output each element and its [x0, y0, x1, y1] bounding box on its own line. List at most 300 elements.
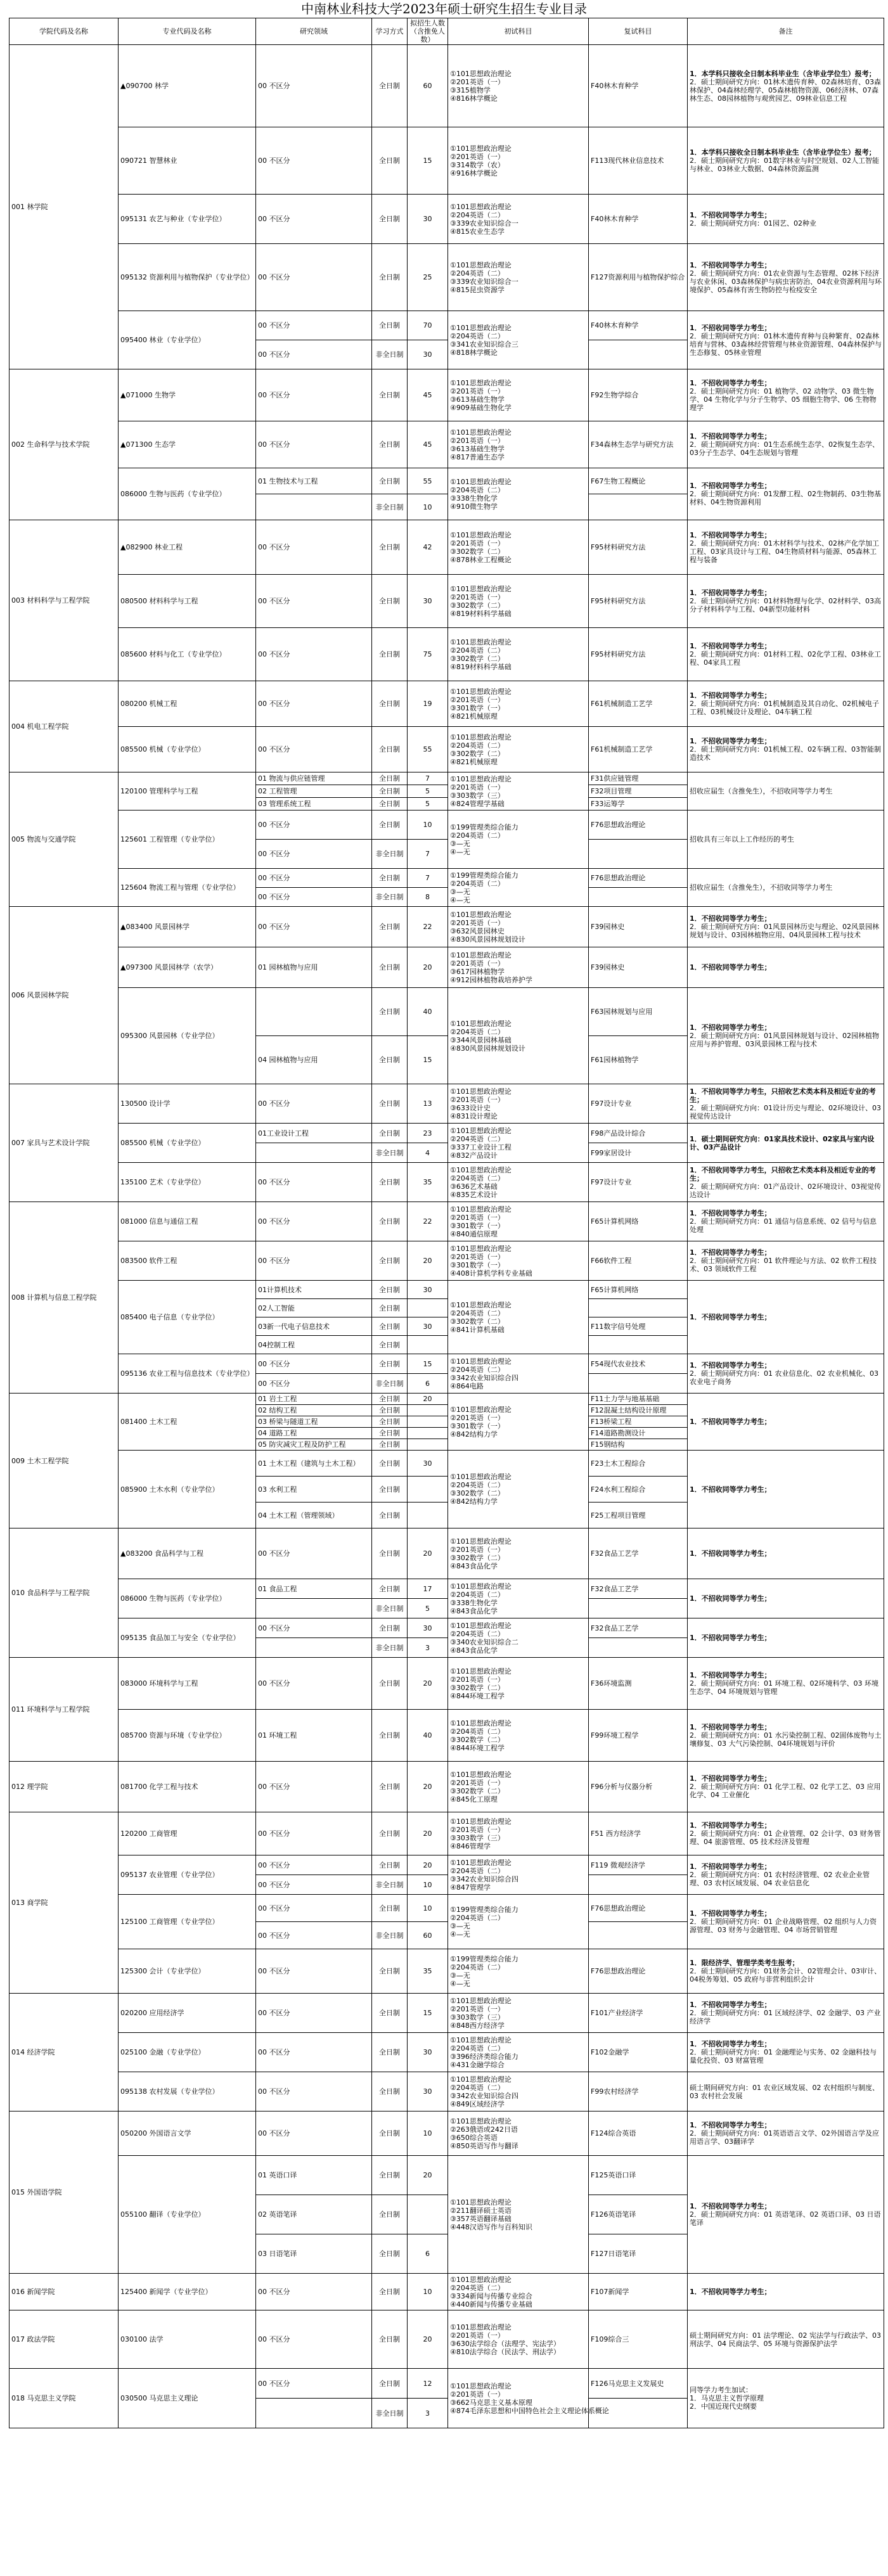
study-mode: 全日制: [372, 1317, 408, 1336]
note-line: 1．本学科只接收全日制本科毕业生（含毕业学位生）报考；: [690, 148, 876, 157]
study-mode: 全日制: [372, 1416, 408, 1428]
remarks: [688, 628, 884, 681]
enrollment-count: 10: [408, 811, 448, 840]
exam-subject: ①101思想政治理论: [450, 1087, 512, 1096]
exam-subject: ②201英语（一）: [450, 1213, 505, 1222]
major-name: 085400 电子信息（专业学位）: [119, 1281, 256, 1354]
exam-subject: ③302数学（二）: [450, 1489, 505, 1497]
note-line: 1．不招收同等学力考生；: [690, 2040, 771, 2048]
exam-subject: ④815农业生态学: [450, 227, 505, 236]
exam-subject: ②201英语（一）: [450, 1545, 505, 1554]
table-row: [10, 195, 884, 244]
research-field: 00 不区分: [256, 681, 372, 727]
exam-subjects: [448, 127, 589, 195]
retest-subject: F126英语笔译: [589, 2195, 688, 2234]
retest-subject: F101产业经济学: [589, 1994, 688, 2033]
exam-subject: ③632风景园林史: [450, 926, 505, 935]
note-line: 2．硕士期间研究方向：01材料物理与化学、02材料学、03高分子材料科学与工程、04新型功能材料: [690, 597, 881, 613]
enrollment-count: 20: [408, 1528, 448, 1579]
major-name: 085600 材料与化工（专业学位）: [119, 628, 256, 681]
exam-subject: ①101思想政治理论: [450, 1126, 512, 1135]
column-header: 复试科目: [589, 18, 688, 45]
study-mode: 全日制: [372, 785, 408, 798]
exam-subjects: [448, 369, 589, 421]
major-name: 135100 艺术（专业学位）: [119, 1163, 256, 1202]
note-line: 1．不招收同等学力考生；: [690, 1723, 771, 1731]
exam-subject: ②201英语（一）: [450, 2390, 505, 2399]
note-line: 硕士期间研究方向：01 农业区域发展、02 农村组织与制度、03 农村社会发展: [690, 2083, 879, 2100]
exam-subject: ③302数学（二）: [450, 547, 505, 556]
note-line: 1．不招收同等学力考生；: [690, 2121, 771, 2129]
exam-subjects: [448, 2111, 589, 2156]
exam-subject: ④824管理学基础: [450, 799, 505, 808]
note-line: 2．硕士期间研究方向：01机械工程、02车辆工程、03智能制造技术: [690, 745, 881, 762]
exam-subject: ③613基础生物学: [450, 444, 505, 453]
research-field: 00 不区分: [256, 127, 372, 195]
research-field: [256, 1143, 372, 1163]
exam-subject: ①101思想政治理论: [450, 1996, 512, 2005]
study-mode: 非全日制: [372, 1875, 408, 1895]
retest-subject: [589, 340, 688, 369]
table-row: [10, 2072, 884, 2111]
exam-subject: ③337工业设计工程: [450, 1143, 512, 1151]
exam-subject: ③340农业知识综合二: [450, 1637, 518, 1646]
exam-subject: ④878林业工程概论: [450, 555, 512, 564]
retest-subject: [589, 1875, 688, 1895]
exam-subject: ①101思想政治理论: [450, 910, 512, 919]
study-mode: 非全日制: [372, 1638, 408, 1658]
note-line: 2．硕士期间研究方向：01风景园林历史与理论、02风景园林规划与设计、03园林植物应用、04风景园林工程与技术: [690, 923, 879, 939]
major-name: 085700 资源与环境（专业学位）: [119, 1710, 256, 1762]
exam-subject: ③342农业知识综合四: [450, 2091, 518, 2100]
remarks: [688, 2369, 884, 2428]
exam-subject: ②201英语（一）: [450, 783, 505, 791]
major-name: 055100 翻译（专业学位）: [119, 2156, 256, 2274]
exam-subject: ④843食品化学: [450, 1646, 498, 1655]
remarks: [688, 869, 884, 907]
enrollment-count: [408, 1405, 448, 1416]
exam-subject: ②204英语（二）: [450, 2283, 505, 2292]
remarks: [688, 1354, 884, 1394]
remarks: [688, 1241, 884, 1281]
enrollment-count: 13: [408, 1084, 448, 1124]
exam-subject: ①101思想政治理论: [450, 1473, 512, 1481]
study-mode: 全日制: [372, 1202, 408, 1241]
retest-subject: F25工程项目管理: [589, 1503, 688, 1528]
retest-subject: F32食品工艺学: [589, 1618, 688, 1638]
enrollment-count: 19: [408, 681, 448, 727]
remarks: [688, 244, 884, 311]
exam-subject: ④840通信原理: [450, 1229, 498, 1238]
table-row: [10, 2369, 884, 2399]
major-name: 130500 设计学: [119, 1084, 256, 1124]
remarks: [688, 811, 884, 869]
exam-subjects: [448, 2072, 589, 2111]
enrollment-count: 10: [408, 1875, 448, 1895]
note-line: 2．硕士期间研究方向：01机械制造及其自动化、02机械电子工程、03机械设计及理论、04车辆工程: [690, 700, 879, 716]
table-row: [10, 947, 884, 988]
research-field: 01计算机技术: [256, 1281, 372, 1299]
retest-subject: F124综合英语: [589, 2111, 688, 2156]
note-line: 1．不招收同等学力考生；: [690, 737, 771, 745]
catalog-table: [9, 18, 884, 2428]
college-name: 008 计算机与信息工程学院: [10, 1202, 119, 1394]
exam-subjects: [448, 1994, 589, 2033]
retest-subject: F24水利工程综合: [589, 1477, 688, 1503]
exam-subject: ④431金融学综合: [450, 2060, 505, 2069]
retest-subject: F23土木工程综合: [589, 1451, 688, 1477]
exam-subject: ①101思想政治理论: [450, 202, 512, 211]
exam-subjects: [448, 1762, 589, 1812]
table-row: [10, 244, 884, 311]
retest-subject: F127资源利用与植物保护综合: [589, 244, 688, 311]
note-line: 1．不招收同等学力考生；: [690, 914, 771, 923]
research-field: 01 物流与供应链管理: [256, 772, 372, 785]
exam-subject: ③—无: [450, 1971, 470, 1980]
research-field: 00 不区分: [256, 840, 372, 869]
table-row: [10, 2111, 884, 2156]
research-field: 00 不区分: [256, 1618, 372, 1638]
exam-subject: ①199管理类综合能力: [450, 871, 518, 880]
major-name: 095136 农业工程与信息技术（专业学位）: [119, 1354, 256, 1394]
exam-subject: ①101思想政治理论: [450, 428, 512, 437]
note-line: 1．硕士期间研究方向：01家具技术设计、02家具与室内设计、03产品设计: [690, 1134, 875, 1151]
college-name: 005 物流与交通学院: [10, 772, 119, 907]
exam-subject: ③303数学（三）: [450, 1833, 505, 1842]
study-mode: 全日制: [372, 468, 408, 494]
note-line: 1．马克思主义哲学原理: [690, 2394, 764, 2402]
exam-subject: ①101思想政治理论: [450, 2035, 512, 2044]
retest-subject: F66软件工程: [589, 1241, 688, 1281]
retest-subject: [589, 840, 688, 869]
exam-subject: ④815昆虫资源学: [450, 285, 505, 294]
exam-subject: ③617园林植物学: [450, 967, 505, 976]
exam-subject: ④843食品化学: [450, 1606, 498, 1615]
table-row: [10, 772, 884, 785]
major-name: 080500 材料科学与工程: [119, 575, 256, 628]
major-name: 120100 管理科学与工程: [119, 772, 256, 811]
exam-subject: ②211翻译硕士英语: [450, 2206, 512, 2215]
note-line: 1．不招收同等学力考生；: [690, 1774, 771, 1783]
research-field: 01 土木工程（建筑与土木工程）: [256, 1451, 372, 1477]
exam-subject: ①101思想政治理论: [450, 584, 512, 593]
exam-subject: ④842结构力学: [450, 1497, 498, 1506]
study-mode: 全日制: [372, 1394, 408, 1405]
table-row: [10, 1354, 884, 1374]
enrollment-count: 55: [408, 727, 448, 772]
major-name: 085900 土木水利（专业学位）: [119, 1451, 256, 1528]
study-mode: 全日制: [372, 1579, 408, 1599]
study-mode: 全日制: [372, 2033, 408, 2072]
remarks: [688, 1762, 884, 1812]
exam-subject: ①101思想政治理论: [450, 1719, 512, 1727]
exam-subject: ①199管理类综合能力: [450, 1954, 518, 1963]
note-line: 1．不招收同等学力考生；: [690, 1909, 771, 1918]
remarks: [688, 1895, 884, 1949]
research-field: 03 水利工程: [256, 1477, 372, 1503]
retest-subject: F39园林史: [589, 907, 688, 947]
note-line: 2．硕士期间研究方向：01材料工程、02化学工程、03林业工程、04家具工程: [690, 650, 881, 667]
note-line: 1．不招收同等学力考生；: [690, 1418, 771, 1426]
study-mode: 非全日制: [372, 1599, 408, 1618]
column-header: 备注: [688, 18, 884, 45]
study-mode: 全日制: [372, 520, 408, 575]
exam-subject: ③650综合英语: [450, 2133, 498, 2142]
note-line: 1．不招收同等学力考生，只招收艺术类本科及相近专业的考生；: [690, 1165, 876, 1182]
research-field: 00 不区分: [256, 1855, 372, 1875]
exam-subjects: [448, 628, 589, 681]
enrollment-count: 3: [408, 2399, 448, 2428]
note-line: 1．不招收同等学力考生；: [690, 2288, 771, 2296]
note-line: 招收具有三年以上工作经历的考生: [690, 835, 794, 843]
table-row: [10, 2033, 884, 2072]
remarks: [688, 2310, 884, 2369]
retest-subject: F95材料研究方法: [589, 520, 688, 575]
remarks: [688, 1855, 884, 1895]
exam-subject: ②204英语（二）: [450, 1629, 505, 1638]
college-name: 014 经济学院: [10, 1994, 119, 2111]
research-field: 01 岩土工程: [256, 1394, 372, 1405]
exam-subject: ②201英语（一）: [450, 2004, 505, 2013]
remarks: [688, 2033, 884, 2072]
study-mode: 全日制: [372, 244, 408, 311]
college-name: 018 马克思主义学院: [10, 2369, 119, 2428]
enrollment-count: 30: [408, 1451, 448, 1477]
study-mode: 全日制: [372, 1428, 408, 1439]
exam-subject: ③302数学（二）: [450, 1553, 505, 1562]
note-line: 2．硕士期间研究方向：01 区域经济学、02 金融学、03 产业经济学: [690, 2009, 881, 2025]
exam-subject: ④848西方经济学: [450, 2021, 505, 2030]
exam-subjects: [448, 1202, 589, 1241]
exam-subject: ①101思想政治理论: [450, 69, 512, 78]
research-field: 00 不区分: [256, 575, 372, 628]
remarks: [688, 1994, 884, 2033]
column-header: 研究领域: [256, 18, 372, 45]
major-name: 081000 信息与通信工程: [119, 1202, 256, 1241]
column-header: 学习方式: [372, 18, 408, 45]
exam-subject: ③342农业知识综合四: [450, 1373, 518, 1382]
retest-subject: F36环境监测: [589, 1658, 688, 1710]
retest-subject: F119 微观经济学: [589, 1855, 688, 1875]
research-field: 00 不区分: [256, 907, 372, 947]
exam-subject: ③613基础生物学: [450, 395, 505, 404]
research-field: 00 不区分: [256, 1354, 372, 1374]
enrollment-count: 10: [408, 494, 448, 520]
exam-subjects: [448, 1710, 589, 1762]
exam-subjects: [448, 1124, 589, 1163]
remarks: [688, 1451, 884, 1528]
exam-subject: ③338生物化学: [450, 494, 498, 503]
exam-subject: ②201英语（一）: [450, 152, 505, 161]
retest-subject: [589, 888, 688, 907]
note-line: 2．硕士期间研究方向：01农业资源与生态管理、02林下经济与农业休闲、03森林保护与病虫害防治、04农业资源利用与环境保护、05森林有害生物防控与检疫安全: [690, 269, 882, 294]
exam-subject: ①199管理类综合能力: [450, 823, 518, 831]
exam-subject: ①101思想政治理论: [450, 477, 512, 486]
table-row: [10, 1281, 884, 1299]
retest-subject: F125英语口译: [589, 2156, 688, 2195]
exam-subjects: [448, 45, 589, 127]
exam-subject: ①101思想政治理论: [450, 2323, 512, 2331]
retest-subject: F40林木育种学: [589, 45, 688, 127]
exam-subject: ④—无: [450, 1930, 470, 1938]
note-line: 1．不招收同等学力考生；: [690, 2001, 771, 2009]
exam-subject: ④846管理学: [450, 1842, 491, 1850]
note-line: 2．硕士期间研究方向：01 化学工程、02 化学工艺、03 应用化学、04 工业催化: [690, 1783, 881, 1799]
study-mode: 全日制: [372, 1762, 408, 1812]
remarks: [688, 369, 884, 421]
note-line: 2．硕士期间研究方向：01发酵工程、02生物制药、03生物基材料、04生物资源利用: [690, 490, 881, 506]
major-name: 025100 金融（专业学位）: [119, 2033, 256, 2072]
exam-subject: ④—无: [450, 847, 470, 856]
exam-subjects: [448, 421, 589, 468]
retest-subject: F99家居设计: [589, 1143, 688, 1163]
study-mode: 全日制: [372, 1405, 408, 1416]
exam-subject: ④817普通生态学: [450, 452, 505, 461]
retest-subject: F15钢结构: [589, 1439, 688, 1451]
retest-subject: F14道路勘测设计: [589, 1428, 688, 1439]
exam-subject: ③344风景园林基础: [450, 1035, 512, 1044]
retest-subject: F40林木育种学: [589, 311, 688, 340]
major-name: 120200 工商管理: [119, 1812, 256, 1855]
note-line: 1．不招收同等学力考生；: [690, 2202, 771, 2210]
study-mode: 全日制: [372, 1994, 408, 2033]
study-mode: 全日制: [372, 907, 408, 947]
remarks: [688, 727, 884, 772]
research-field: 00 不区分: [256, 2072, 372, 2111]
major-name: 081700 化学工程与技术: [119, 1762, 256, 1812]
remarks: [688, 907, 884, 947]
exam-subjects: [448, 468, 589, 520]
retest-subject: F65计算机网络: [589, 1202, 688, 1241]
exam-subject: ③302数学（二）: [450, 1735, 505, 1744]
study-mode: 全日制: [372, 2234, 408, 2274]
research-field: 00 不区分: [256, 1374, 372, 1394]
enrollment-count: 20: [408, 2156, 448, 2195]
exam-subject: ④849区域经济学: [450, 2099, 505, 2108]
retest-subject: F65计算机网络: [589, 1281, 688, 1299]
note-line: 1．不招收同等学力考生；: [690, 1209, 771, 1217]
exam-subject: ②204英语（二）: [450, 1963, 505, 1971]
retest-subject: F63园林规划与应用: [589, 988, 688, 1036]
exam-subject: ②204英语（二）: [450, 1866, 505, 1875]
exam-subject: ④844环境工程学: [450, 1691, 505, 1700]
note-line: 1．不招收同等学力考生；: [690, 1594, 771, 1603]
remarks: [688, 1579, 884, 1618]
study-mode: 全日制: [372, 2156, 408, 2195]
exam-subjects: [448, 681, 589, 727]
table-row: [10, 1394, 884, 1405]
retest-subject: F99农村经济学: [589, 2072, 688, 2111]
table-row: [10, 1618, 884, 1638]
exam-subject: ②201英语（一）: [450, 1095, 505, 1104]
note-line: 1．不招收同等学力考生；: [690, 1634, 771, 1642]
table-row: [10, 468, 884, 494]
retest-subject: F102金融学: [589, 2033, 688, 2072]
college-name: 003 材料科学与工程学院: [10, 520, 119, 681]
research-field: 00 不区分: [256, 1084, 372, 1124]
remarks: [688, 1658, 884, 1710]
exam-subjects: [448, 311, 589, 369]
exam-subject: ②204英语（二）: [450, 1027, 505, 1036]
research-field: 02 结构工程: [256, 1405, 372, 1416]
retest-subject: F33运筹学: [589, 798, 688, 811]
research-field: 00 不区分: [256, 421, 372, 468]
retest-subject: F54现代农业技术: [589, 1354, 688, 1374]
retest-subject: F51 西方经济学: [589, 1812, 688, 1855]
table-body: [10, 45, 884, 2428]
research-field: 00 不区分: [256, 1812, 372, 1855]
study-mode: 全日制: [372, 1949, 408, 1994]
study-mode: 全日制: [372, 2195, 408, 2234]
study-mode: 全日制: [372, 727, 408, 772]
research-field: 03 管理系统工程: [256, 798, 372, 811]
column-header: 拟招生人数（含推免人数）: [408, 18, 448, 45]
major-name: ▲090700 林学: [119, 45, 256, 127]
exam-subjects: [448, 727, 589, 772]
exam-subject: ④844环境工程学: [450, 1743, 505, 1752]
exam-subject: ②204英语（二）: [450, 879, 505, 888]
research-field: 00 不区分: [256, 195, 372, 244]
research-field: 02人工智能: [256, 1299, 372, 1317]
research-field: 00 不区分: [256, 340, 372, 369]
table-row: [10, 2274, 884, 2310]
exam-subject: ②201英语（一）: [450, 1825, 505, 1834]
exam-subject: ①101思想政治理论: [450, 774, 512, 783]
exam-subjects: [448, 988, 589, 1084]
exam-subject: ①101思想政治理论: [450, 1858, 512, 1867]
exam-subjects: [448, 2369, 609, 2428]
research-field: 01 食品工程: [256, 1579, 372, 1599]
research-field: 02 工程管理: [256, 785, 372, 798]
exam-subject: ①101思想政治理论: [450, 951, 512, 959]
enrollment-count: 55: [408, 468, 448, 494]
remarks: [688, 1281, 884, 1354]
exam-subject: ②201英语（一）: [450, 593, 505, 601]
retest-subject: [589, 1599, 688, 1618]
note-line: 1．不招收同等学力考生；: [690, 323, 771, 332]
remarks: [688, 2072, 884, 2111]
major-name: 080200 机械工程: [119, 681, 256, 727]
exam-subject: ②204英语（二）: [450, 1481, 505, 1489]
exam-subject: ①101思想政治理论: [450, 260, 512, 269]
table-row: [10, 988, 884, 1036]
retest-subject: [589, 494, 688, 520]
enrollment-count: 25: [408, 244, 448, 311]
retest-subject: F76思想政治理论: [589, 811, 688, 840]
remarks: [688, 1618, 884, 1658]
note-line: 2．硕士期间研究方向：01 环境工程、02环境科学、03 环境生态学、04 环境规划与管理: [690, 1679, 878, 1696]
college-name: 007 家具与艺术设计学院: [10, 1084, 119, 1202]
major-name: 095300 风景园林（专业学位）: [119, 988, 256, 1084]
study-mode: 全日制: [372, 772, 408, 785]
table-row: [10, 869, 884, 888]
note-line: 2．硕士期间研究方向：01林木遗传育种、02森林培育、03森林保护、04森林经理学、05森林植物资源、06经济林、07森林生态、08园林植物与观赏园艺、09林业信息工程: [690, 77, 881, 103]
study-mode: 全日制: [372, 1281, 408, 1299]
exam-subjects: [448, 907, 589, 947]
exam-subject: ④850英语写作与翻译: [450, 2141, 518, 2150]
retest-subject: F109综合三: [589, 2310, 688, 2369]
enrollment-count: 20: [408, 1812, 448, 1855]
research-field: 00 不区分: [256, 45, 372, 127]
table-row: [10, 1084, 884, 1124]
major-name: 095400 林业（专业学位）: [119, 311, 256, 369]
exam-subject: ④821机械原理: [450, 757, 498, 766]
major-name: 085500 机械（专业学位）: [119, 1124, 256, 1163]
exam-subject: ④912园林植物栽培养护学: [450, 975, 532, 984]
research-field: 00 不区分: [256, 2369, 372, 2399]
enrollment-count: 20: [408, 1855, 448, 1875]
retest-subject: F12混凝土结构设计原理: [589, 1405, 688, 1416]
